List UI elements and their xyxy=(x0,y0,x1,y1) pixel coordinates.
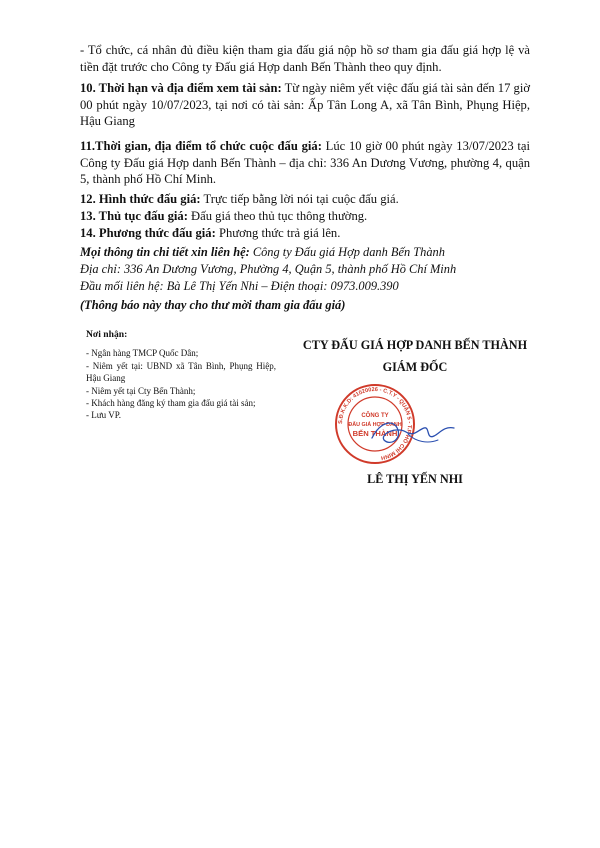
paragraph-label: 14. Phương thức đấu giá: xyxy=(80,226,216,240)
svg-text:CÔNG TY: CÔNG TY xyxy=(361,413,389,419)
contact-line xyxy=(80,244,540,260)
svg-text:S.Đ.K.K.D: 41020026 - C.T.Y -: S.Đ.K.K.D: 41020026 - C.T.Y - QUẬN 5 - T.P HỒ CHÍ MINH xyxy=(337,386,413,461)
recipient-item: - Ngân hàng TMCP Quốc Dân; xyxy=(86,348,199,359)
paragraph-participation xyxy=(80,42,530,75)
paragraph-text: - Tổ chức, cá nhân đủ điều kiện tham gia đấu giá nộp hồ sơ tham gia đấu giá hợp lệ và tiền đặt trước cho Công ty Đấu giá Hợp danh Bến Thành theo quy định. xyxy=(80,43,530,74)
notice-line: (Thông báo này thay cho thư mời tham gia đấu giá) xyxy=(80,298,346,312)
paragraph-text: Đấu giá theo thủ tục thông thường. xyxy=(187,209,368,223)
paragraph-label: 13. Thủ tục đấu giá: xyxy=(80,209,188,223)
signature-company: CTY ĐẤU GIÁ HỢP DANH BẾN THÀNH xyxy=(302,338,528,352)
contact-company: Công ty Đấu giá Hợp danh Bến Thành xyxy=(249,245,445,259)
paragraph-12-form xyxy=(80,191,530,208)
recipients-block xyxy=(86,329,276,422)
paragraph-text: Từ ngày niêm yết việc đấu giá tài sản đến 17 giờ 00 phút ngày 10/07/2023, tại nơi có tài sản: Ấp Tân Long A, xã Tân Bình, Phụng Hiệp, Hậu Giang xyxy=(80,81,530,128)
paragraph-text: Phương thức trả giá lên. xyxy=(215,226,341,240)
paragraph-11-time-place xyxy=(80,138,530,188)
paragraph-label: 11.Thời gian, địa điểm tổ chức cuộc đấu giá: xyxy=(80,139,322,153)
recipient-item: - Niêm yết tại: UBND xã Tân Bình, Phụng Hiệp, Hậu Giang xyxy=(86,360,276,384)
paragraph-10-viewing xyxy=(80,80,530,130)
svg-text:ĐẤU GIÁ HỢP DANH: ĐẤU GIÁ HỢP DANH xyxy=(348,422,402,428)
contact-label: Mọi thông tin chi tiết xin liên hệ: xyxy=(80,245,250,259)
handwritten-signature xyxy=(368,412,458,452)
paragraph-label: 10. Thời hạn và địa điểm xem tài sản: xyxy=(80,81,282,95)
svg-text:BẾN THÀNH: BẾN THÀNH xyxy=(352,429,398,438)
signature-role: GIÁM ĐỐC xyxy=(382,360,448,374)
signer-name: LÊ THỊ YẾN NHI xyxy=(367,472,463,486)
paragraph-14-method xyxy=(80,225,530,242)
contact-address: Địa chỉ: 336 An Dương Vương, Phường 4, Quận 5, thành phố Hồ Chí Minh xyxy=(80,262,457,276)
recipient-item: - Niêm yết tại Cty Bến Thành; xyxy=(86,385,196,396)
recipients-title: Nơi nhận: xyxy=(86,329,128,340)
contact-phone: Đầu mối liên hệ: Bà Lê Thị Yến Nhi – Điện thoại: 0973.009.390 xyxy=(80,279,399,293)
recipient-item: - Khách hàng đăng ký tham gia đấu giá tài sản; xyxy=(86,398,256,409)
paragraph-text: Trực tiếp bằng lời nói tại cuộc đấu giá. xyxy=(200,192,399,206)
paragraph-text: Lúc 10 giờ 00 phút ngày 13/07/2023 tại Công ty Đấu giá Hợp danh Bến Thành – địa chỉ: 336 An Dương Vương, phường 4, quận 5, thành phố Hồ Chí Minh. xyxy=(80,139,530,186)
paragraph-label: 12. Hình thức đấu giá: xyxy=(80,192,201,206)
paragraph-13-procedure xyxy=(80,208,530,225)
recipient-item: - Lưu VP. xyxy=(86,410,121,421)
